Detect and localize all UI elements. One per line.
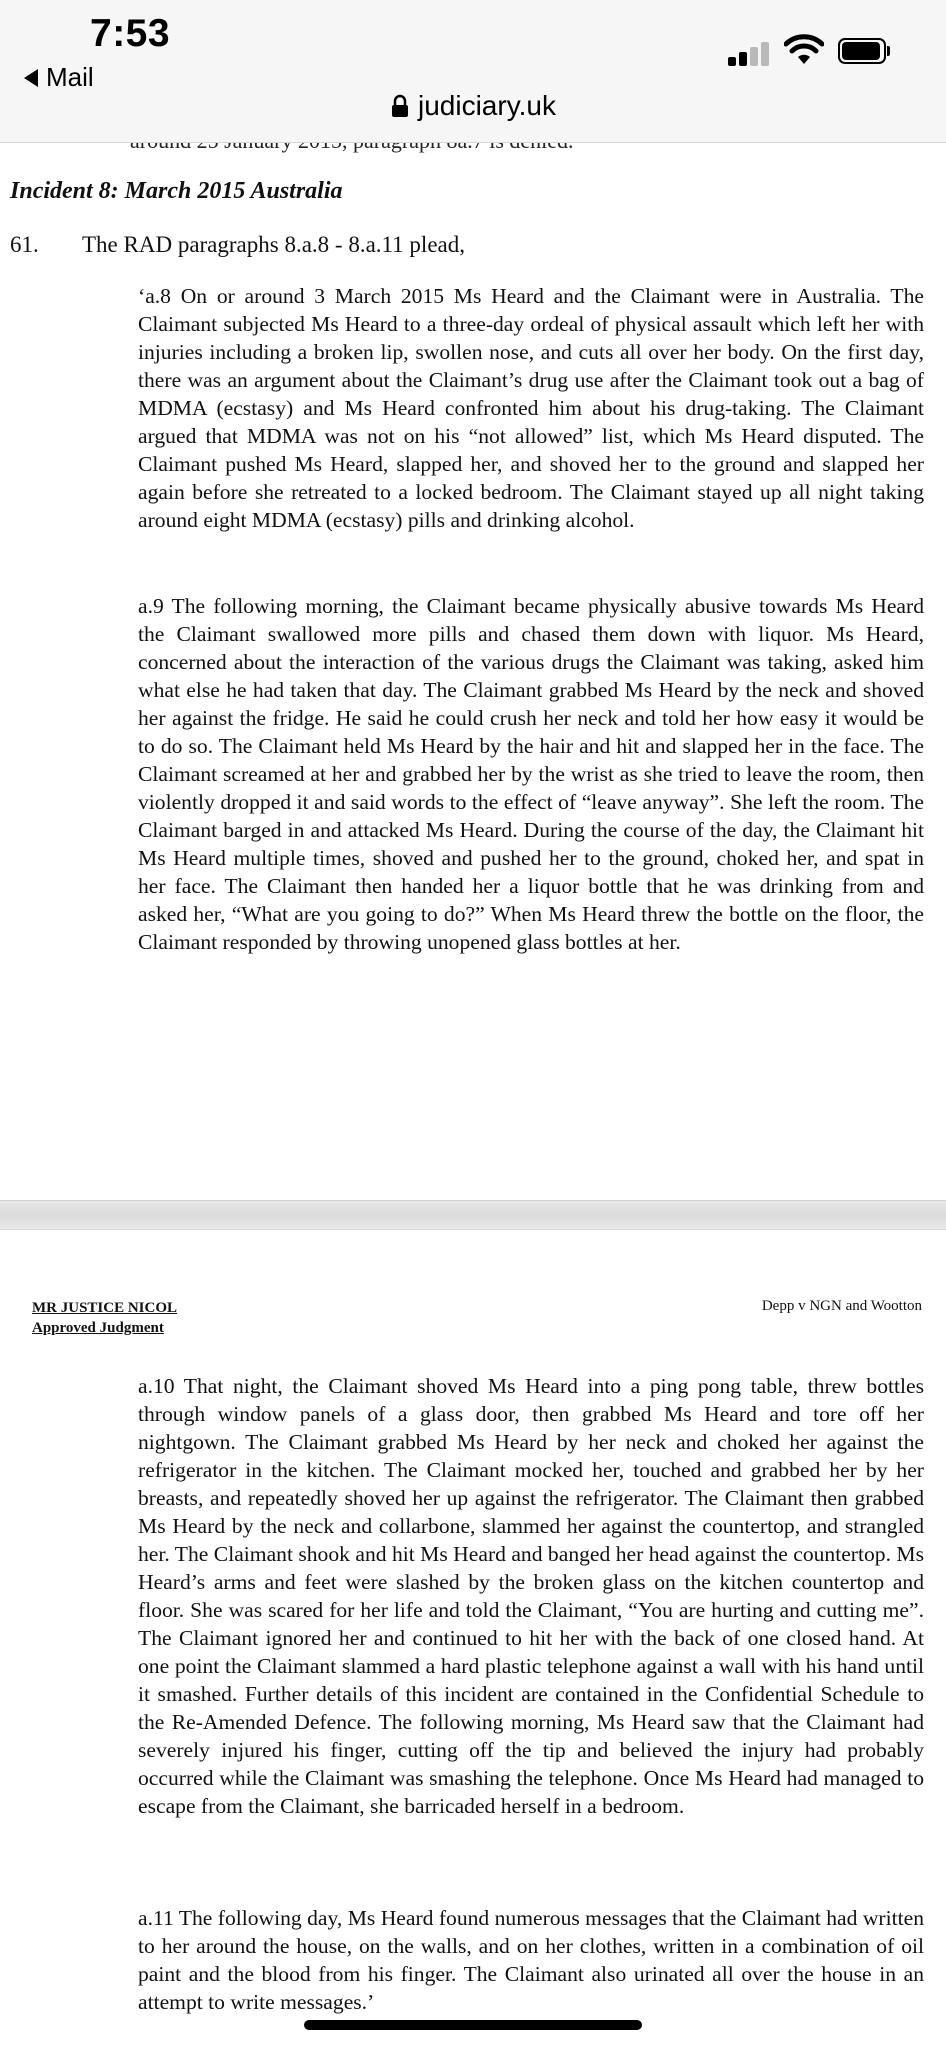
incident-heading: Incident 8: March 2015 Australia [10, 178, 343, 204]
wifi-icon [784, 34, 824, 66]
quote-a8: ‘a.8 On or around 3 March 2015 Ms Heard and the Claimant were in Australia. The Claimant subjected Ms Heard to a three-day ordeal of physical assault which left her with injuries including a broken lip, swollen nose, and cuts all over her body. On the first day, there was an argument about the Claimant’s drug use after the Claimant took out a bag of MDMA (ecstasy) and Ms Heard confronted him about his drug-taking. The Claimant argued that MDMA was not on his “not allowed” list, which Ms Heard disputed. The Claimant pushed Ms Heard, slapped her, and shoved her to the ground and slapped her again before she retreated to a locked bedroom. The Claimant stayed up all night taking around eight MDMA (ecstasy) pills and drinking alcohol. [138, 284, 924, 532]
page-separator [0, 1200, 946, 1230]
page-header-left [32, 1298, 177, 1338]
status-time: 7:53 [90, 12, 171, 55]
battery-icon [838, 38, 890, 64]
cellular-signal-icon [728, 40, 770, 66]
paragraph-number: 61. [10, 232, 39, 257]
paragraph-61 [10, 232, 465, 258]
address-bar[interactable] [0, 90, 946, 122]
browser-chrome [0, 0, 946, 143]
judge-name: MR JUSTICE NICOL [32, 1300, 178, 1316]
page-header-right: Depp v NGN and Wootton [761, 1298, 922, 1314]
paragraph-text: The RAD paragraphs 8.a.8 - 8.a.11 plead, [82, 232, 465, 257]
lock-icon [390, 94, 410, 118]
quote-a10: a.10 That night, the Claimant shoved Ms Heard into a ping pong table, threw bottles through window panels of a glass door, then grabbed Ms Heard and tore off her nightgown. The Claimant grabbed Ms Heard by her neck and choked her against the refrigerator in the kitchen. The Claimant mocked her, touched and grabbed her by her breasts, and repeatedly shoved her up against the refrigerator. The Claimant then grabbed Ms Heard by the neck and collarbone, slammed her against the countertop, and strangled her. The Claimant shook and hit Ms Heard and banged her head against the countertop. Ms Heard’s arms and feet were slashed by the broken glass on the kitchen countertop and floor. She was scared for her life and told the Claimant, “You are hurting and cutting me”. The Claimant ignored her and continued to hit her with the back of one closed hand. At one point the Claimant slammed a hard plastic telephone against a wall with his hand until it smashed. Further details of this incident are contained in the Confidential Schedule to the Re-Amended Defence. The following morning, Ms Heard saw that the Claimant had severely injured his finger, cutting off the tip and believed the injury had probably occurred while the Claimant was smashing the telephone. Once Ms Heard had managed to escape from the Claimant, she barricaded herself in a bedroom. [138, 1374, 924, 1818]
judgment-label: Approved Judgment [32, 1320, 164, 1336]
quote-a11: a.11 The following day, Ms Heard found numerous messages that the Claimant had written to her around the house, on the walls, and on her clothes, written in a combination of oil paint and the blood from his finger. The Claimant also urinated all over the house in an attempt to write messages.’ [138, 1906, 924, 2014]
back-triangle-icon [24, 69, 38, 87]
back-label: Mail [46, 62, 94, 92]
home-indicator[interactable] [304, 2020, 642, 2030]
back-to-mail-button[interactable] [24, 62, 94, 93]
quote-a9: a.9 The following morning, the Claimant became physically abusive towards Ms Heard the Claimant swallowed more pills and chased them down with liquor. Ms Heard, concerned about the interaction of the various drugs the Claimant was taking, asked him what else he had taken that day. The Claimant grabbed Ms Heard by the neck and shoved her against the fridge. He said he could crush her neck and told her how easy it would be to do so. The Claimant held Ms Heard by the hair and hit and slapped her in the face. The Claimant screamed at her and grabbed her by the wrist as she tried to leave the room, then violently dropped it and said words to the effect of “leave anyway”. She left the room. The Claimant barged in and attacked Ms Heard. During the course of the day, the Claimant hit Ms Heard multiple times, shoved and pushed her to the ground, choked her, and spat in her face. The Claimant then handed her a liquor bottle that he was drinking from and asked her, “What are you going to do?” When Ms Heard threw the bottle on the floor, the Claimant responded by throwing unopened glass bottles at her. [138, 594, 924, 954]
url-text: judiciary.uk [418, 90, 556, 121]
